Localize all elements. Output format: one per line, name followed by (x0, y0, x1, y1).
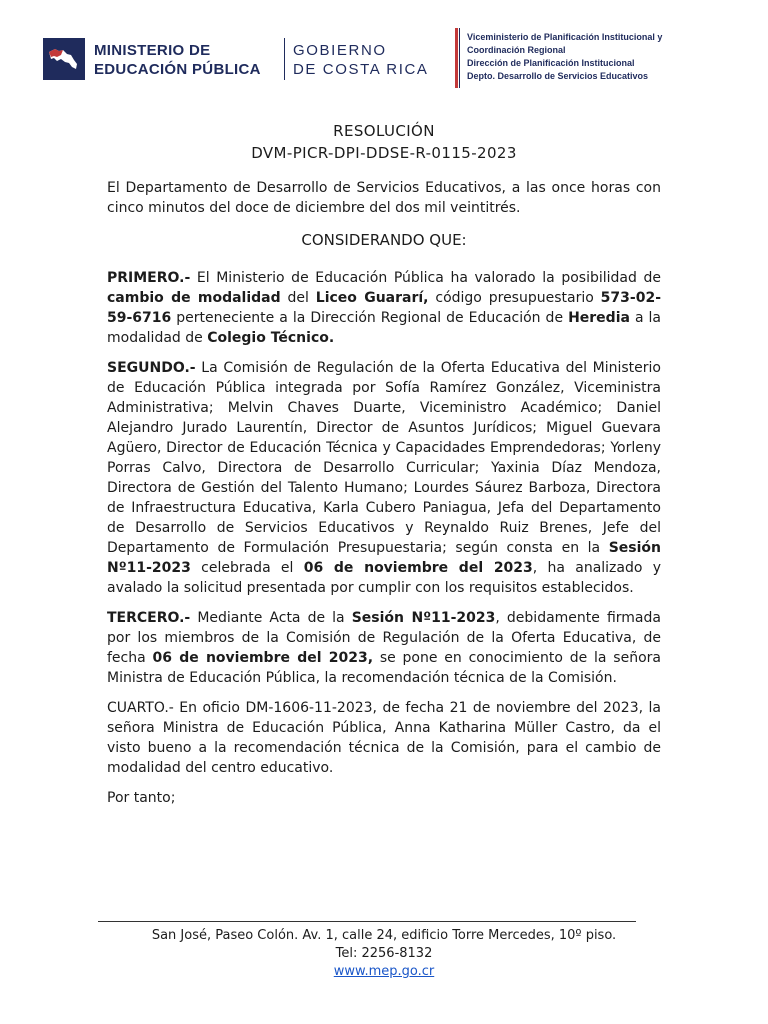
footer-divider (98, 921, 636, 922)
bold-text: 06 de noviembre del 2023, (152, 650, 374, 666)
para-text: a la modalidad de (107, 310, 661, 346)
para-text: celebrada el (190, 560, 304, 576)
bold-text: 573-02-59-6716 (107, 290, 661, 326)
para-text: , ha analizado y avalado la solicitud presentada por cumplir con los requisitos establecidos. (107, 560, 661, 596)
para-text: , debidamente firmada por los miembros de la Comisión de Regulación de la Oferta Educativa, de fecha (107, 610, 661, 666)
paragraph-segundo (107, 358, 661, 598)
title-line-1: RESOLUCIÓN (333, 122, 435, 140)
para-lead: SEGUNDO.- (107, 360, 196, 376)
para-text: del (280, 290, 316, 306)
title-line-2: DVM-PICR-DPI-DDSE-R-0115-2023 (251, 144, 517, 162)
para-lead: TERCERO.- (107, 610, 191, 626)
ministry-name (94, 41, 261, 79)
para-text: Mediante Acta de la (190, 610, 352, 626)
department-block (467, 31, 662, 83)
intro-paragraph: El Departamento de Desarrollo de Servicios Educativos, a las once horas con cinco minutos del doce de diciembre del dos mil veintitrés. (107, 180, 661, 216)
footer (0, 927, 768, 981)
letterhead (0, 28, 768, 98)
para-text: perteneciente a la Dirección Regional de Educación de (171, 310, 569, 326)
paragraph-cuarto: CUARTO.- En oficio DM-1606-11-2023, de fecha 21 de noviembre del 2023, la señora Ministra de Educación Pública, Anna Katharina Müller Castro, da el visto bueno a la recomendación técnica de la Comisión, para el cambio de modalidad del centro educativo. (107, 700, 661, 776)
website-link[interactable]: www.mep.go.cr (333, 964, 435, 979)
considerando-heading: CONSIDERANDO QUE: (301, 231, 467, 249)
bold-text: Heredia (568, 310, 630, 326)
department-line: Dirección de Planificación Institucional (467, 58, 635, 68)
bold-text: 06 de noviembre del 2023 (303, 560, 533, 576)
header-divider (284, 38, 285, 80)
bold-text: Sesión Nº11-2023 (107, 540, 661, 576)
costa-rica-map-logo-icon (43, 38, 85, 80)
para-text: se pone en conocimiento de la señora Ministra de Educación Pública, la recomendación técnica de la Comisión. (107, 650, 661, 686)
footer-phone: Tel: 2256-8132 (335, 946, 433, 961)
ministry-line-1: MINISTERIO DE (94, 42, 211, 59)
para-text: código presupuestario (428, 290, 601, 306)
header-accent-rule (455, 28, 458, 88)
department-line: Viceministerio de Planificación Institucional y (467, 32, 663, 42)
government-name (293, 41, 429, 79)
gov-line-1: GOBIERNO (293, 42, 387, 59)
por-tanto: Por tanto; (107, 790, 176, 806)
footer-address: San José, Paseo Colón. Av. 1, calle 24, edificio Torre Mercedes, 10º piso. (151, 928, 617, 943)
bold-text: Sesión Nº11-2023 (351, 610, 496, 626)
ministry-line-2: EDUCACIÓN PÚBLICA (94, 61, 261, 78)
paragraph-tercero (107, 608, 661, 688)
department-line: Depto. Desarrollo de Servicios Educativos (467, 71, 649, 81)
bold-text: cambio de modalidad (107, 290, 281, 306)
header-accent-rule-thin (459, 28, 460, 88)
bold-text: Colegio Técnico. (207, 330, 335, 346)
para-text: La Comisión de Regulación de la Oferta Educativa del Ministerio de Educación Pública integrada por Sofía Ramírez González, Viceministra Administrativa; Melvin Chaves Duarte, Viceministro Académico; Daniel Alejandro Jurado Laurentín, Director de Asuntos Jurídicos; Miguel Guevara Agüero, Director de Educación Técnica y Capacidades Emprendedoras; Yorleny Porras Calvo, Directora de Desarrollo Curricular; Yaxinia Díaz Mendoza, Directora de Gestión del Talento Humano; Lourdes Sáurez Barboza, Directora de Infraestructura Educativa, Karla Cubero Paniagua, Jefa del Departamento de Desarrollo de Servicios Educativos y Reynaldo Ruiz Brenes, Jefe del Departamento de Formulación Presupuestaria; según consta en la (107, 360, 661, 556)
paragraph-primero (107, 268, 661, 348)
para-text: El Ministerio de Educación Pública ha valorado la posibilidad de (190, 270, 661, 286)
bold-text: Liceo Guararí, (315, 290, 429, 306)
para-lead: PRIMERO.- (107, 270, 191, 286)
document-title (107, 120, 661, 164)
gov-line-2: DE COSTA RICA (293, 61, 429, 78)
department-line: Coordinación Regional (467, 45, 566, 55)
document-body (107, 120, 661, 808)
